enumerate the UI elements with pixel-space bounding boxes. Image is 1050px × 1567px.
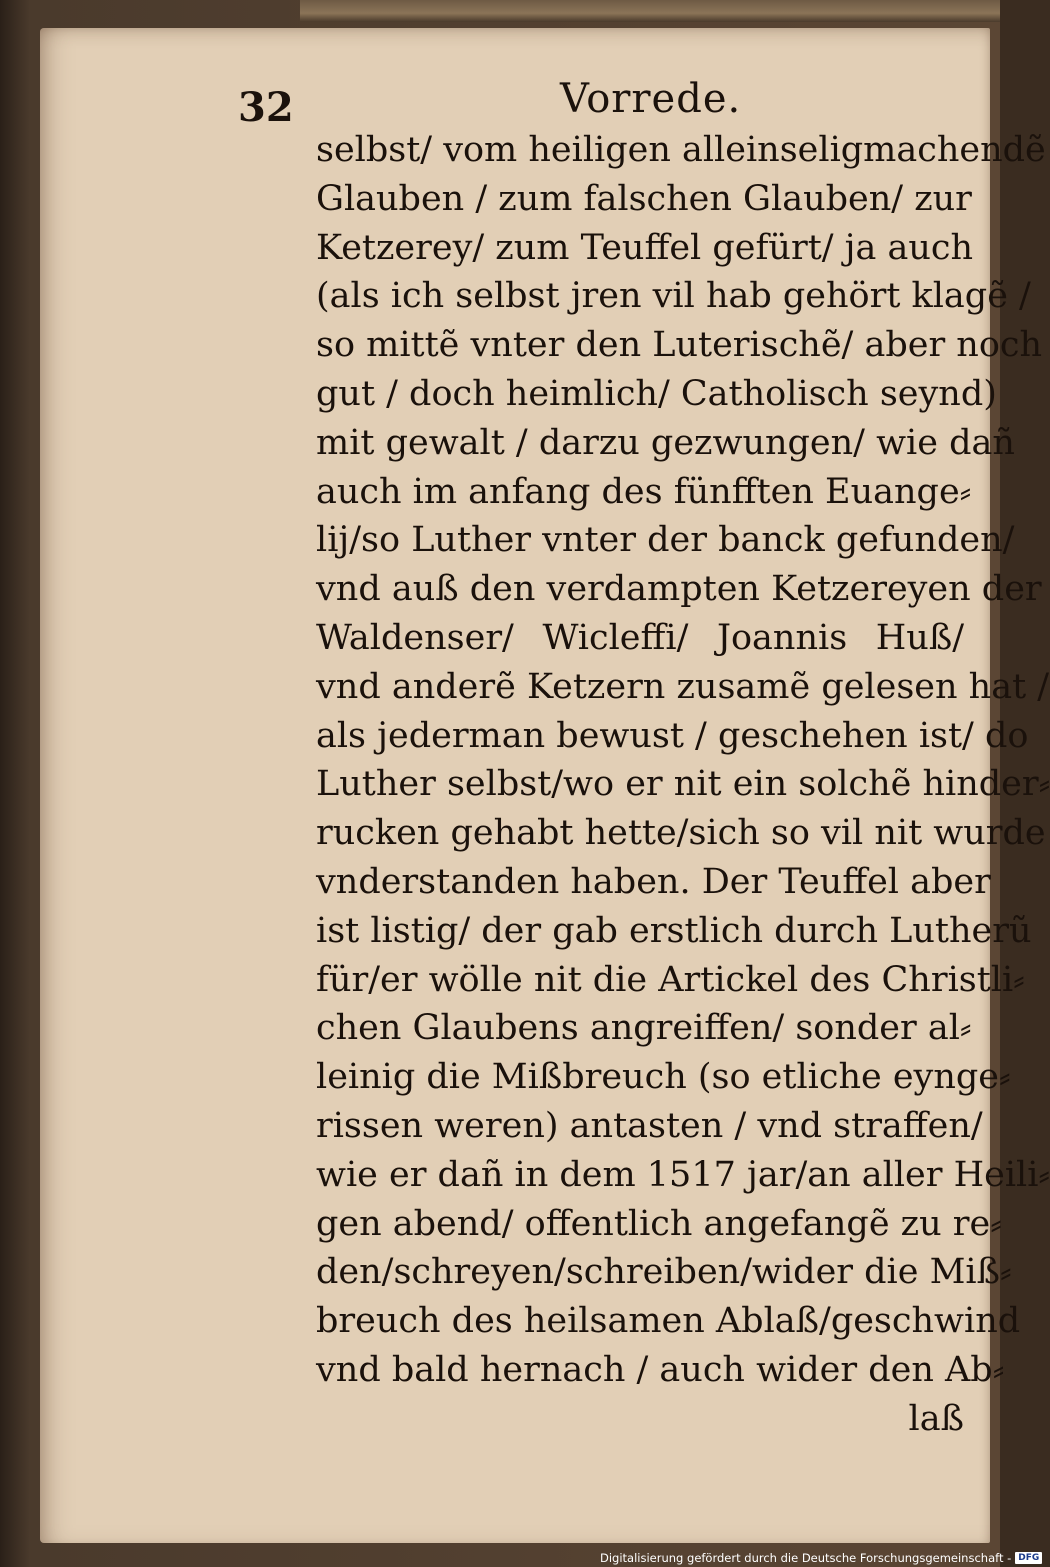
text-line: für/er wölle nit die Artickel des Christli⸗ — [316, 959, 1025, 1000]
text-line: so mittẽ vnter den Luterischẽ/ aber noch — [316, 325, 1043, 366]
text-line: laß — [908, 1398, 964, 1439]
text-line: den/schreyen/schreiben/wider die Miß⸗ — [316, 1252, 1012, 1293]
text-line: lij/so Luther vnter der banck gefunden/ — [316, 520, 1015, 561]
text-line: vnd bald hernach / auch wider den Ab⸗ — [316, 1349, 1005, 1390]
running-head: Vorrede. — [560, 76, 742, 122]
dfg-logo: DFG — [1015, 1552, 1042, 1564]
text-line: mit gewalt / darzu gezwungen/ wie dañ — [316, 422, 1015, 463]
digitization-credit — [600, 1549, 1042, 1567]
text-line: auch im anfang des fünfften Euange⸗ — [316, 471, 972, 512]
text-line: chen Glaubens angreiffen/ sonder al⸗ — [316, 1008, 972, 1049]
text-line: vnderstanden haben. Der Teuffel aber — [316, 861, 991, 902]
text-line: gut / doch heimlich/ Catholisch seynd) — [316, 373, 997, 414]
text-line: vnd anderẽ Ketzern zusamẽ gelesen hat / — [316, 666, 1050, 707]
book-top-edge — [300, 0, 1000, 22]
page-number: 32 — [238, 84, 294, 131]
text-line: (als ich selbst jren vil hab gehört klagẽ / — [316, 276, 1031, 317]
text-line: ist listig/ der gab erstlich durch Lutherũ — [316, 910, 1032, 951]
text-line: breuch des heilsamen Ablaß/geschwind — [316, 1301, 1021, 1342]
text-line: leinig die Mißbreuch (so etliche eynge⸗ — [316, 1057, 1011, 1098]
text-line: Ketzerey/ zum Teuffel gefürt/ ja auch — [316, 227, 974, 268]
credit-text: Digitalisierung gefördert durch die Deutsche Forschungsgemeinschaft - — [600, 1551, 1012, 1565]
text-line: Glauben / zum falschen Glauben/ zur — [316, 178, 972, 219]
text-line: gen abend/ offentlich angefangẽ zu re⸗ — [316, 1203, 1002, 1244]
text-line: Waldenser/ Wicleffi/ Joannis Huß/ — [316, 617, 964, 658]
text-line: vnd auß den verdampten Ketzereyen der — [316, 569, 1042, 610]
text-line: rucken gehabt hette/sich so vil nit wurde — [316, 813, 1046, 854]
text-line: als jederman bewust / geschehen ist/ do — [316, 715, 1029, 756]
text-line: selbst/ vom heiligen alleinseligmachendẽ — [316, 130, 1046, 170]
text-line: wie er dañ in dem 1517 jar/an aller Heili⸗ — [316, 1154, 1050, 1195]
text-line: Luther selbst/wo er nit ein solchẽ hinder⸗ — [316, 764, 1050, 805]
body-text — [316, 126, 1050, 1444]
text-line: rissen weren) antasten / vnd straffen/ — [316, 1105, 983, 1146]
